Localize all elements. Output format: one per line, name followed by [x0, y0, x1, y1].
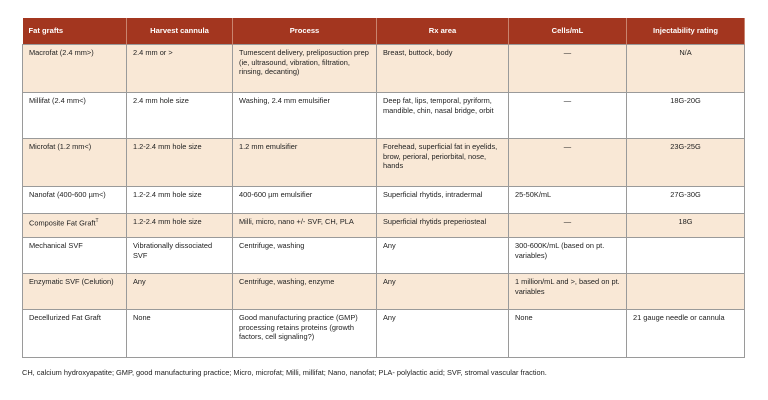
cell-graft: Microfat (1.2 mm<) [23, 139, 127, 187]
table-row [23, 187, 745, 214]
header-process: Process [233, 18, 377, 45]
cell-process: Tumescent delivery, preliposuction prep (ie, ultrasound, vibration, filtration, rinsing, decanting) [233, 45, 377, 93]
cell-cells: — [509, 214, 627, 238]
cell-graft-text: Composite Fat Graft [29, 218, 96, 228]
cell-graft-superscript: T [95, 218, 99, 224]
cell-rating: 18G [627, 214, 745, 238]
cell-area: Any [377, 310, 509, 358]
cell-cannula: 1.2-2.4 mm hole size [127, 187, 233, 214]
cell-rating: 23G-25G [627, 139, 745, 187]
header-fat-grafts: Fat grafts [23, 18, 127, 45]
cell-graft: Mechanical SVF [23, 238, 127, 274]
cell-process: Good manufacturing practice (GMP) processing retains proteins (growth factors, cell signaling?) [233, 310, 377, 358]
cell-rating: 27G-30G [627, 187, 745, 214]
cell-graft: Decellurized Fat Graft [23, 310, 127, 358]
cell-cannula: Any [127, 274, 233, 310]
cell-area: Forehead, superficial fat in eyelids, brow, perioral, periorbital, nose, hands [377, 139, 509, 187]
header-cells-per-ml: Cells/mL [509, 18, 627, 45]
table-footnote: CH, calcium hydroxyapatite; GMP, good manufacturing practice; Micro, microfat; Milli, millifat; Nano, nanofat; PLA- polylactic acid; SVF, stromal vascular fraction. [22, 368, 547, 377]
cell-process: 1.2 mm emulsifier [233, 139, 377, 187]
table-row [23, 238, 745, 274]
cell-area: Any [377, 274, 509, 310]
cell-cannula: 1.2-2.4 mm hole size [127, 214, 233, 238]
cell-cells: 1 million/mL and >, based on pt. variables [509, 274, 627, 310]
cell-cells: — [509, 139, 627, 187]
cell-cannula: 2.4 mm or > [127, 45, 233, 93]
header-injectability-rating: Injectability rating [627, 18, 745, 45]
cell-process: Centrifuge, washing [233, 238, 377, 274]
cell-area: Superficial rhytids preperiosteal [377, 214, 509, 238]
cell-rating [627, 238, 745, 274]
cell-rating: N/A [627, 45, 745, 93]
cell-area: Any [377, 238, 509, 274]
cell-cells: — [509, 93, 627, 139]
cell-cannula: 1.2-2.4 mm hole size [127, 139, 233, 187]
cell-process: Washing, 2.4 mm emulsifier [233, 93, 377, 139]
cell-process: Milli, micro, nano +/- SVF, CH, PLA [233, 214, 377, 238]
cell-process: Centrifuge, washing, enzyme [233, 274, 377, 310]
cell-process: 400-600 µm emulsifier [233, 187, 377, 214]
cell-graft: Millifat (2.4 mm<) [23, 93, 127, 139]
cell-cannula: Vibrationally dissociated SVF [127, 238, 233, 274]
header-rx-area: Rx area [377, 18, 509, 45]
cell-rating: 21 gauge needle or cannula [627, 310, 745, 358]
cell-graft [23, 214, 127, 238]
cell-graft: Nanofat (400-600 µm<) [23, 187, 127, 214]
table-row [23, 214, 745, 238]
cell-rating: 18G-20G [627, 93, 745, 139]
cell-cells: None [509, 310, 627, 358]
cell-area: Breast, buttock, body [377, 45, 509, 93]
cell-area: Superficial rhytids, intradermal [377, 187, 509, 214]
cell-graft: Macrofat (2.4 mm>) [23, 45, 127, 93]
table-row [23, 310, 745, 358]
table-row [23, 274, 745, 310]
cell-graft: Enzymatic SVF (Celution) [23, 274, 127, 310]
cell-cannula: 2.4 mm hole size [127, 93, 233, 139]
cell-cannula: None [127, 310, 233, 358]
table-row [23, 139, 745, 187]
table-row [23, 45, 745, 93]
header-harvest-cannula: Harvest cannula [127, 18, 233, 45]
fat-graft-table-container [22, 18, 744, 358]
cell-cells: 300-600K/mL (based on pt. variables) [509, 238, 627, 274]
cell-rating [627, 274, 745, 310]
cell-cells: — [509, 45, 627, 93]
cell-area: Deep fat, lips, temporal, pyriform, mandible, chin, nasal bridge, orbit [377, 93, 509, 139]
fat-graft-table [22, 18, 745, 358]
table-row [23, 93, 745, 139]
cell-cells: 25-50K/mL [509, 187, 627, 214]
table-header-row [23, 18, 745, 45]
